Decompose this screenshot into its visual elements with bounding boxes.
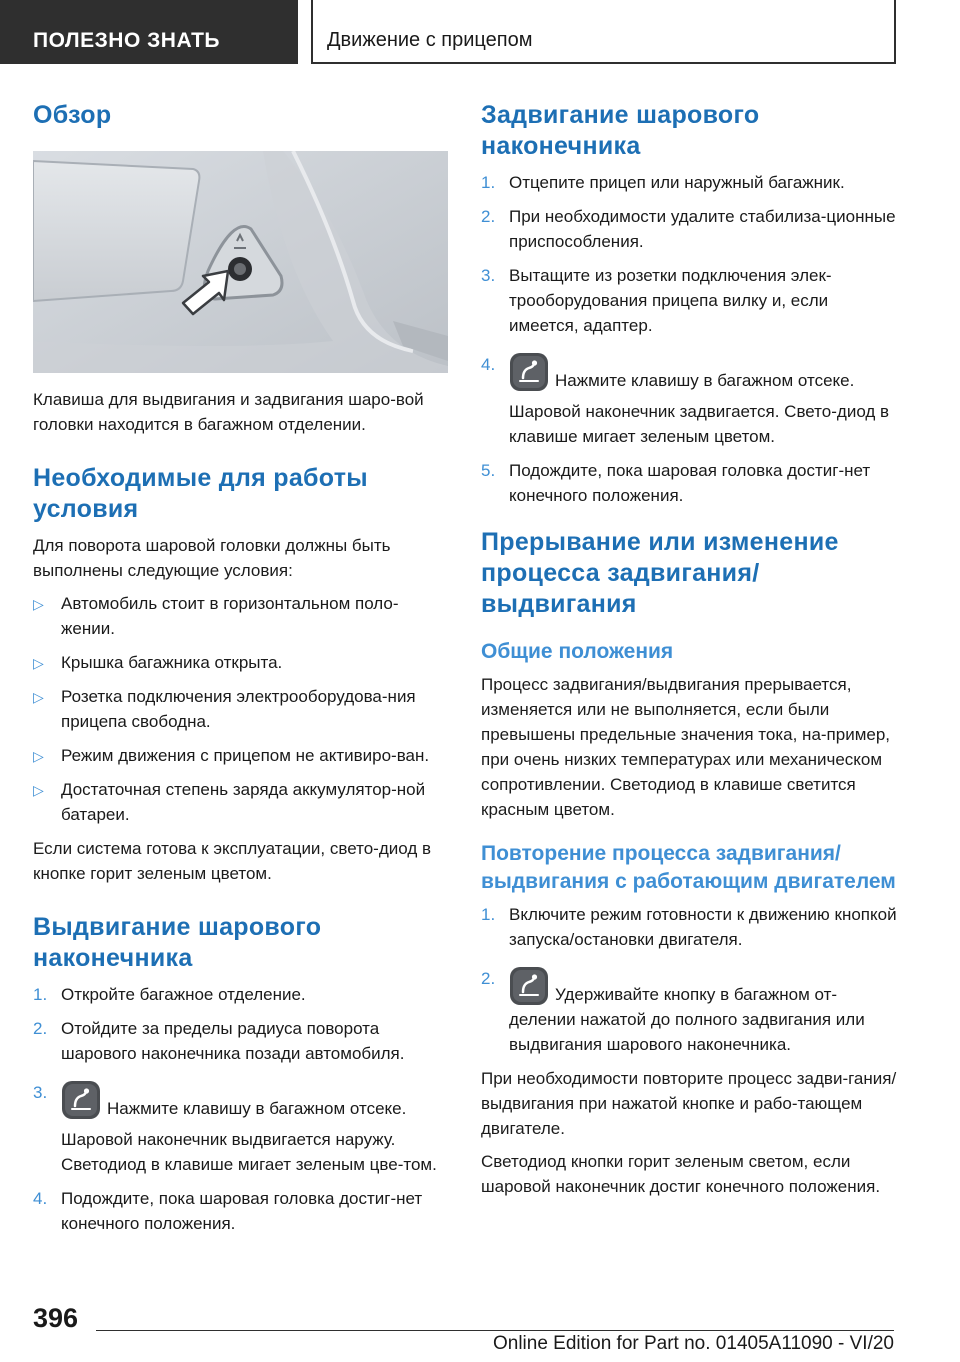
list-item: 2. Отойдите за пределы радиуса поворота шарового наконечника позади автомобиля. bbox=[33, 1019, 405, 1063]
figure-caption: Клавиша для выдвигания и задвигания шаро-вой головки находится в багажном отделении. bbox=[33, 390, 424, 434]
list-item: 2. Удерживайте кнопку в багажном от-делении нажатой до полного задвигания или выдвигания шарового наконечника. bbox=[481, 966, 901, 1057]
step-extra: Шаровой наконечник задвигается. Свето-диод в клавише мигает зеленым цветом. bbox=[509, 402, 890, 446]
extend-steps bbox=[33, 982, 448, 1236]
list-item: 2. При необходимости удалите стабилиза-ционные приспособления. bbox=[481, 207, 896, 251]
page-header bbox=[0, 0, 960, 66]
conditions-outro: Если система готова к эксплуатации, свето-диод в кнопке горит зеленым цветом. bbox=[33, 839, 431, 883]
repeat-note-2: Светодиод кнопки горит зеленым светом, если шаровой наконечник достиг конечного положения. bbox=[481, 1152, 881, 1196]
list-item: ▷ Достаточная степень заряда аккумулятор-ной батареи. bbox=[33, 780, 426, 824]
section-tab: ПОЛЕЗНО ЗНАТЬ bbox=[0, 0, 298, 64]
edition-text: Online Edition for Part no. 01405A11090 - VI/20 bbox=[492, 1333, 894, 1354]
general-text: Процесс задвигания/выдвигания прерывается, изменяется или не выполняется, если были превышены предельные значения тока, на-пример, при очень низких температурах или механическом сопротивлении. Светодиод в клавише светится красным цветом. bbox=[481, 675, 891, 819]
list-item: 3. Нажмите клавишу в багажном отсеке. Шаровой наконечник выдвигается наружу. Светодиод в клавише мигает зеленым цве-том. bbox=[33, 1080, 448, 1177]
conditions-title: Необходимые для работы условия bbox=[33, 464, 368, 523]
bullet-marker: ▷ bbox=[33, 782, 44, 798]
extend-title: Выдвигание шарового наконечника bbox=[33, 913, 322, 972]
conditions-intro: Для поворота шаровой головки должны быть выполнены следующие условия: bbox=[33, 536, 391, 580]
list-item: 3. Вытащите из розетки подключения элек-трооборудования прицепа вилку и, если имеется, адаптер. bbox=[481, 266, 832, 335]
overview-title: Обзор bbox=[33, 101, 112, 129]
left-column bbox=[33, 100, 448, 1245]
bullet-marker: ▷ bbox=[33, 689, 44, 705]
general-title: Общие положения bbox=[481, 640, 674, 663]
list-item: 1. Откройте багажное отделение. bbox=[33, 985, 306, 1004]
list-item: ▷ Крышка багажника открыта. bbox=[33, 650, 448, 675]
conditions-list bbox=[33, 591, 448, 827]
right-column bbox=[481, 100, 901, 1207]
trunk-button-figure bbox=[33, 151, 448, 373]
topic-tab: Движение с прицепом bbox=[311, 0, 896, 64]
bullet-marker: ▷ bbox=[33, 748, 44, 764]
trailer-hitch-button-icon bbox=[509, 966, 549, 1006]
list-item: 5. Подождите, пока шаровая головка достиг-нет конечного положения. bbox=[481, 461, 871, 505]
list-item: ▷ Розетка подключения электрооборудова-ния прицепа свободна. bbox=[33, 687, 416, 731]
repeat-title: Повторение процесса задвигания/выдвигания с работающим двигателем bbox=[481, 842, 896, 893]
list-item: ▷ Режим движения с прицепом не активиро-ван. bbox=[33, 743, 448, 768]
page-number: 396 bbox=[33, 1303, 79, 1333]
trailer-hitch-button-icon bbox=[509, 352, 549, 392]
interrupt-title: Прерывание или изменение процесса задвигания/выдвигания bbox=[481, 528, 839, 618]
footer-divider bbox=[96, 1330, 894, 1331]
list-item: ▷ Автомобиль стоит в горизонтальном поло-жении. bbox=[33, 594, 399, 638]
repeat-steps bbox=[481, 902, 901, 1057]
list-item: 4. Подождите, пока шаровая головка достиг-нет конечного положения. bbox=[33, 1189, 423, 1233]
trunk-panel-illustration bbox=[33, 151, 448, 373]
step-extra: Шаровой наконечник выдвигается наружу. Светодиод в клавише мигает зеленым цве-том. bbox=[61, 1130, 437, 1174]
list-item: 1. Отцепите прицеп или наружный багажник. bbox=[481, 173, 845, 192]
retract-steps bbox=[481, 170, 901, 508]
bullet-marker: ▷ bbox=[33, 655, 44, 671]
retract-title: Задвигание шарового наконечника bbox=[481, 101, 760, 160]
repeat-note-1: При необходимости повторите процесс задви-гания/выдвигания при нажатой кнопке и рабо-тающем двигателе. bbox=[481, 1069, 897, 1138]
list-item: 4. Нажмите клавишу в багажном отсеке. Шаровой наконечник задвигается. Свето-диод в клавише мигает зеленым цветом. bbox=[481, 352, 901, 449]
bullet-marker: ▷ bbox=[33, 596, 44, 612]
list-item: 1. Включите режим готовности к движению кнопкой запуска/остановки двигателя. bbox=[481, 905, 897, 949]
trailer-hitch-button-icon bbox=[61, 1080, 101, 1120]
